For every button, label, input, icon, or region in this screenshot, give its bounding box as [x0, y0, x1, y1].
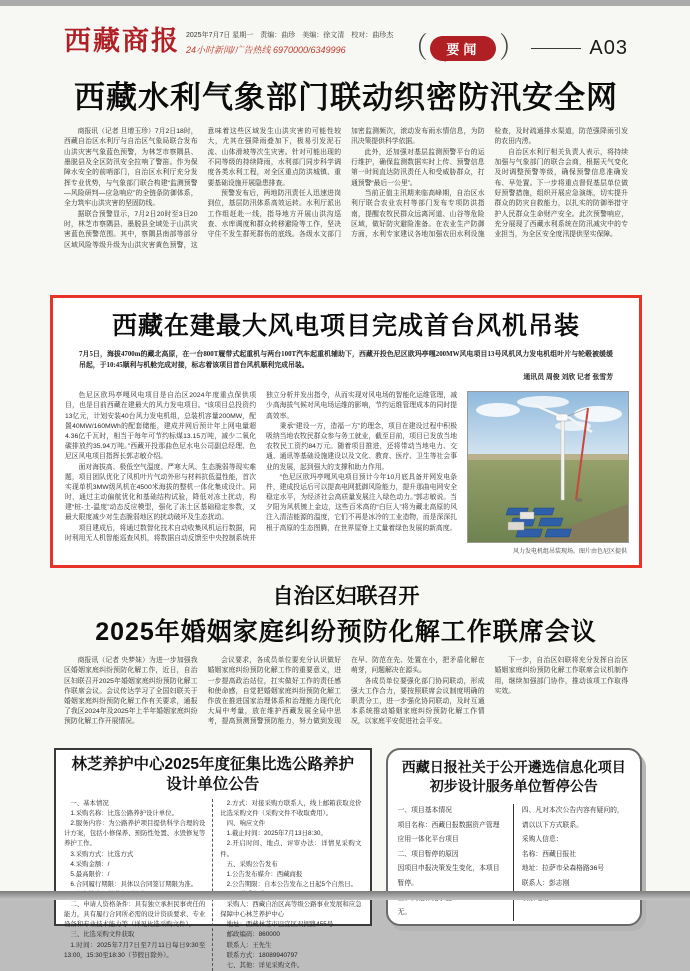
masthead-info: [186, 28, 393, 56]
wind-turbine-photo: [467, 391, 629, 543]
women-headline-line2: 2025年婚姻家庭纠纷预防化解工作联席会议: [95, 618, 597, 647]
dateline: 2025年7月7日 星期一 责编：曲珍 美编：徐文清 校对：曲珍杰: [186, 32, 394, 39]
women-paragraph: 会议要求，各成员单位要充分认识做好婚姻家庭纠纷预防化解工作的重要意义，进一步提高政治站位，扛实做好工作的责任感和使命感，自觉把婚姻家庭纠纷预防化解工作放在推进国家治理体系和治理能力现代化大局中考量，放在维护西藏发展全局中思考，提高预测预警预防能力，努力做到发现在早、防范在先、处置在小，把矛盾化解在萌芽，问题解决在源头。: [207, 657, 485, 726]
notice-line: 5.最高限价：/: [70, 870, 110, 878]
notice-line: 无。: [397, 909, 412, 917]
notice-line: 采购人：西藏自治区高等级公路事业发展和应急保障中心林芝养护中心: [220, 901, 362, 919]
masthead-title: 西藏商报: [64, 26, 180, 56]
notice-line: 3.采购方式：比选方式: [70, 850, 134, 858]
notice-line: 采购人信息：: [521, 836, 563, 844]
wind-photo-block: [467, 391, 627, 559]
notice-linzhi-title-line2: 设计单位公告: [166, 775, 260, 793]
notice-line: 1.截止时间：2025年7月13日8:30。: [226, 830, 327, 838]
wind-byline: 通讯员 周俊 刘欣 记者 张雪芳: [523, 374, 613, 382]
notice-line: 七、其他：详见采购文件。: [226, 961, 304, 969]
notice-line: 2.公告期限：自本公告发布之日起5个自然日。: [226, 880, 357, 888]
wind-paragraph: “色尼区欧玛亭嘎风电项目预计今年10月底具备并网发电条件，建成投运后可以提高电网抵御风险能力，提升那曲电网安全稳定水平，为经济社会高质量发展注入绿色动力。”郭志敏说。当夕阳为风机镀上金边，这些百米高的“白巨人”将为藏北高原的风注入清洁能源的温度，它们不再是冰冷的工业造物，而是深深扎根于高原的生态图腾，在世界屋脊上丈量着绿色发展的新高度。: [266, 473, 457, 532]
notice-line: 一、基本情况: [70, 799, 109, 807]
notice-line: 6.合同履行期限：具体以合同签订期限为准。: [70, 880, 198, 888]
wind-article-box: [50, 295, 642, 568]
wind-paragraph: 项目建成后，将通过数智化技术自动收集风机运行数据，同时利用无人机智能巡查风机，将数据自动反馈至中央控制系统并独立分析并发出指令，从而实现对风电场的智能化运维管理，减少高海拔气候对风电场运维的影响，节约运维管理成本的同时提高效率。: [65, 392, 457, 542]
notice-line: 联系人：王先生: [226, 941, 272, 949]
women-paragraph: 各成员单位要强化部门协同联动，形成强大工作合力，要按照联席会议制度明确的职责分工，进一步强化协同联动，及时互通本系统推动婚姻家庭纠纷预防化解工作情况，以家庭平安促进社会平安。: [351, 677, 485, 726]
notice-ribao-col1: [398, 804, 513, 921]
header-rule: [531, 48, 581, 49]
section-badge: 要闻: [430, 36, 496, 61]
notice-linzhi-columns: [64, 799, 362, 971]
notice-line: 二、项目暂停的原因: [397, 850, 459, 858]
notice-line: 名称：西藏日报社: [521, 850, 577, 858]
main-paragraph: 商报讯（记者 旦增玉珍）7月2日18时，西藏自治区水利厅与自治区气象局联合发布山洪灾害气象蓝色预警，为林芝市察隅县、墨脱县及全区防汛安全拉响了警笛。作为保障水安全的前哨部门，自治区水利厅充分发挥专业优势，与气象部门联合构建“监测预警—风险研判—应急响应”的全链条防御体系，全力筑牢山洪灾害的坚固防线。: [64, 128, 198, 208]
main-paragraph: 预警发布后，两地防汛责任人迅速进岗到位，基层防汛体系高效运转。水利厅派出工作组赶赴一线，指导地方开展山洪沟巡查、水库调度和群众转移避险等工作，坚决守住不发生群死群伤的底线。各级水文部门加密监测频次，滚动发布雨水情信息，为防汛决策提供科学依据。: [207, 128, 485, 239]
hotline: 24小时新闻/广告热线 6970000/6349996: [186, 45, 346, 55]
wind-article-row: [65, 391, 627, 559]
notice-line: 联系人：彭志刚: [521, 880, 570, 888]
notice-line: 地址：西藏林芝市巴宜区双拥路455号: [226, 921, 334, 929]
notice-line: 五、采购公告发布: [226, 860, 278, 868]
notice-linzhi-title: [64, 755, 362, 794]
main-article-body: [64, 127, 628, 285]
notice-linzhi-title-line1: 林芝养护中心2025年度征集比选公路养护: [71, 756, 355, 774]
notice-line: 四、响应文件: [226, 820, 266, 828]
wind-paragraph: 色尼区欧玛亭嘎风电项目是自治区2024年度重点保供项目，也是目前西藏在建最大的风力发电项目。“该项目总投资约13亿元，计划安装40台风力发电机组，总装机容量200MW，配置40MW/160MWh的配套储能，建成并网后预计年上网电量超4.36亿千瓦时，相当于每年可节约标煤13.15万吨，减少二氧化碳排放约35.94万吨。”西藏开投那曲色尼水电公司副总经理、色尼区风电项目指挥长郭志敏介绍。: [65, 392, 256, 461]
wind-article-body: [65, 391, 457, 559]
notice-line: 联系方式：18089940797: [226, 951, 298, 959]
notice-ribao-title-line1: 西藏日报社关于公开遴选信息化项目: [401, 759, 626, 776]
main-paragraph: 此外，还加强对基层监测预警平台的运行维护，确保监测数据实时上传、预警信息第一时间直达防汛责任人和受威胁群众，打通预警“最后一公里”。: [351, 148, 485, 187]
main-paragraph: 自治区水利厅相关负责人表示，将持续加强与气象部门的联合会商，根据天气变化及时调整预警等级，确保预警信息准确发布、早处置。下一步将重点督促基层单位做好预警措施，组织开展应急演练，切实提升群众的防灾自救能力，以扎实的防御举措守护人民群众生命财产安全。此次预警响应，充分展现了西藏水利系统在防汛减灾中的专业担当，为全区安全度汛提供坚实保障。: [494, 148, 628, 239]
wind-lead-text: 7月5日，海拔4700m的藏北高原，在一台800T履带式起重机与两台100T汽车起重机辅助下，西藏开投色尼区欧玛亭嘎200MW风电项目13号风机风力发电机组叶片与轮毂被缓缓吊起，于10:45顺利与机舱完成对接，标志着该项目首台风机顺利完成吊装。: [79, 351, 613, 370]
page-header: [64, 26, 628, 65]
photo-caption: 风力发电机组吊装现场。图片由色尼区提供: [512, 549, 627, 556]
notice-line: 二、申请人资格条件：具有独立承担民事责任的能力，具有履行合同所必需的设计资质要求、专业设备和专业技术能力等（详见比选采购文件）。: [64, 901, 206, 929]
scan-edge-bottom: [0, 891, 690, 900]
main-paragraph: 当前正值主汛期来临高峰期，自治区水利厅联合农业农村等部门发布专项防洪指南，提醒农牧民群众远离河道、山谷等危险区域，做好防灾避险准备。在农业生产防御方面，水利专家建议各地加强农田水利设施检查，及时疏通排水渠道，防范强降雨引发的农田内涝。: [351, 128, 628, 239]
notice-line: 项目名称：西藏日报数据资产管理应用一体化平台项目: [397, 821, 500, 844]
wind-lead: [79, 349, 613, 383]
wind-paragraph: 面对海拔高、极低空气温度、严寒大风、生态脆弱等现实难题，项目团队优化了风机叶片气动外形与材料抗低温性能，首次实现单机3MW级风机在4500米海拔的整机一体化集成设计。同时，通过主动偏航优化和基础结构试验，降低对冻土扰动，构建“桩-土-温度”动态反应模型，强化了冻土区基础稳定参数，又最大限度减少对生态脆弱地区的扰动破坏及生态扰动。: [65, 463, 256, 522]
notice-line: 三、比选采购文件获取: [70, 931, 135, 939]
women-paragraph: 下一步，自治区妇联将充分发挥自治区婚姻家庭纠纷预防化解工作联席会议机制作用，继续加强部门协作，推动该项工作取得实效。: [494, 657, 628, 695]
wind-paragraph: 秉承“建设一方，造福一方”的理念，项目在建设过程中积极吸纳当地农牧民群众参与务工就业，截至目前，项目已发放当地农牧民工资约84万元。随着项目推进，还将带动当地电力、交通、通讯等基础设施建设以及文化、教育、医疗、卫生等社会事业的发展，起到强大的支撑和助力作用。: [266, 422, 457, 471]
main-paragraph: 据联合预警显示，7月2日20时至3日20时，林芝市察隅县、墨脱县全域处于山洪灾害蓝色预警范围。其中，察隅县南部等部分区域风险等级升级为山洪灾害黄色预警，这意味着这些区域发生山洪灾害的可能性较大，尤其在强降雨叠加下，极易引发泥石流、山体滑坡等次生灾害。针对可能出现的不同等级的持续降雨，水利部门同步科学调度各类水利工程，对全区重点防洪城镇、重要基础设施开展隐患排查。: [64, 128, 341, 249]
notice-linzhi-col1: [64, 799, 212, 971]
notice-line: 邮政编码：860000: [226, 931, 280, 939]
wind-headline: 西藏在建最大风电项目完成首台风机吊装: [111, 312, 580, 341]
section-row: [403, 31, 628, 65]
notice-line: 因项目申报决策发生变化，本项目暂停。: [397, 865, 500, 888]
notice-line: 4.采购金额：/: [70, 860, 110, 868]
notice-line: 地址：拉萨市朵森格路36号: [521, 865, 605, 873]
notice-line: 2.服务内容：为公路养护项目提供科学合理的设计方案，包括小修保养、预防性处置、水毁修复等养护工作。: [64, 820, 206, 848]
notice-line: 1.采购名称：比选公路养护设计单位。: [70, 810, 178, 818]
badge-paren-right: ）: [499, 31, 524, 65]
notice-line: 一、项目基本情况: [397, 807, 452, 815]
badge-paren-left: （: [403, 31, 428, 65]
notice-linzhi-col2: [212, 799, 361, 971]
notice-ribao-title: [398, 758, 630, 796]
women-paragraph: 商报讯（记者 央梦妹）为进一步加强我区婚姻家庭纠纷预防化解工作，近日，自治区妇联召开2025年婚姻家庭纠纷预防化解工作联席会议。会议传达学习了全国妇联关于婚姻家庭纠纷预防化解工作有关要求，通报了我区2024年及2025年上半年婚姻家庭纠纷预防化解工作开展情况。: [64, 657, 198, 726]
scan-edge-top: [0, 0, 690, 6]
main-headline: 西藏水利气象部门联动织密防汛安全网: [74, 80, 618, 115]
notice-line: 四、凡对本次公告内容有疑问的，请以以下方式联系。: [521, 807, 624, 829]
notice-line: 2.方式：对接采购方联系人，线上邮箱获取竞价比选采购文件（采购文件不收取费用）。: [220, 799, 362, 818]
notice-ribao-col2: [513, 804, 630, 921]
notice-ribao-title-line2: 初步设计服务单位暂停公告: [429, 778, 598, 795]
notice-ribao-columns: [398, 804, 630, 921]
notice-line: 1.公告发布媒介：西藏商报: [226, 870, 303, 878]
notice-line: 2.开启时间、地点、评审办法：详情见采购文件。: [220, 840, 362, 858]
women-headline-line1: 自治区妇联召开: [272, 585, 420, 609]
women-article-body: [64, 656, 628, 736]
page-number: A03: [589, 37, 628, 59]
page-content: [64, 26, 628, 969]
notice-line: 1.时间：2025年7月7日至7月11日每日9:30至13:00，15:30至18:30（节假日除外）。: [64, 941, 206, 959]
